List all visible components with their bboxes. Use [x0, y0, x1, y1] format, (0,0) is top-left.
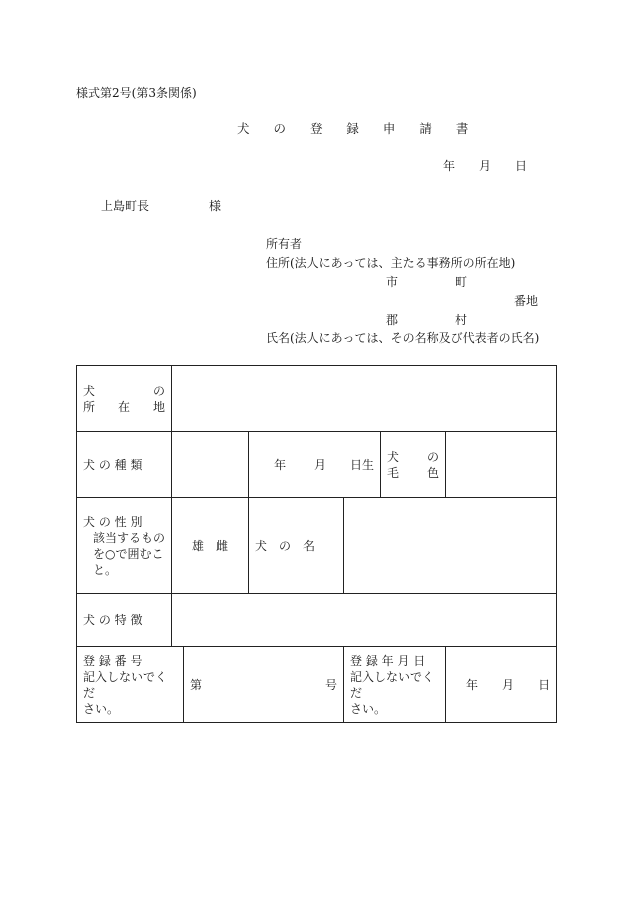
feature-input-cell[interactable] — [172, 594, 557, 647]
dog-name-input-cell[interactable] — [344, 498, 557, 594]
address-label: 住所(法人にあっては、主たる事務所の所在地) — [266, 256, 516, 270]
table-row — [77, 498, 557, 594]
reg-date-cell: 年 月 日 — [446, 647, 557, 723]
table-row — [77, 432, 557, 498]
name-label: 氏名(法人にあっては、その名称及び代表者の氏名) — [266, 331, 540, 345]
form-number: 様式第2号(第3条関係) — [76, 86, 197, 100]
page-title: 犬 の 登 録 申 請 書 — [237, 121, 479, 136]
table-row — [77, 594, 557, 647]
reg-number-label-cell: 登 録 番 号 記入しないでくだ さい。 — [77, 647, 184, 723]
application-date: 年 月 日 — [443, 159, 528, 173]
address-county: 郡 — [386, 313, 399, 327]
address-town: 町 — [455, 275, 468, 289]
table-row — [77, 366, 557, 432]
feature-label-cell: 犬 の 特 徴 — [77, 594, 172, 647]
coat-input-cell[interactable] — [446, 432, 557, 498]
address-village: 村 — [455, 313, 468, 327]
sex-label-cell: 犬 の 性 別 該当するもの を○で囲むこ と。 — [77, 498, 172, 594]
location-label-cell: 犬 の 所 在 地 — [77, 366, 172, 432]
reg-number-cell: 第 号 — [184, 647, 344, 723]
table-row — [77, 647, 557, 723]
location-input-cell[interactable] — [172, 366, 557, 432]
owner-label: 所有者 — [266, 237, 303, 251]
address-city: 市 — [386, 275, 399, 289]
address-lot: 番地 — [514, 294, 539, 308]
coat-label-cell: 犬 の 毛 色 — [381, 432, 446, 498]
sex-options-cell[interactable]: 雄 雌 — [172, 498, 249, 594]
reg-date-label-cell: 登 録 年 月 日 記入しないでくだ さい。 — [344, 647, 446, 723]
birth-date-cell[interactable]: 年 月 日生 — [249, 432, 381, 498]
dog-name-label-cell: 犬 の 名 — [249, 498, 344, 594]
breed-label-cell: 犬 の 種 類 — [77, 432, 172, 498]
addressee: 上島町長 様 — [101, 199, 222, 213]
registration-table — [76, 365, 557, 723]
breed-input-cell[interactable] — [172, 432, 249, 498]
